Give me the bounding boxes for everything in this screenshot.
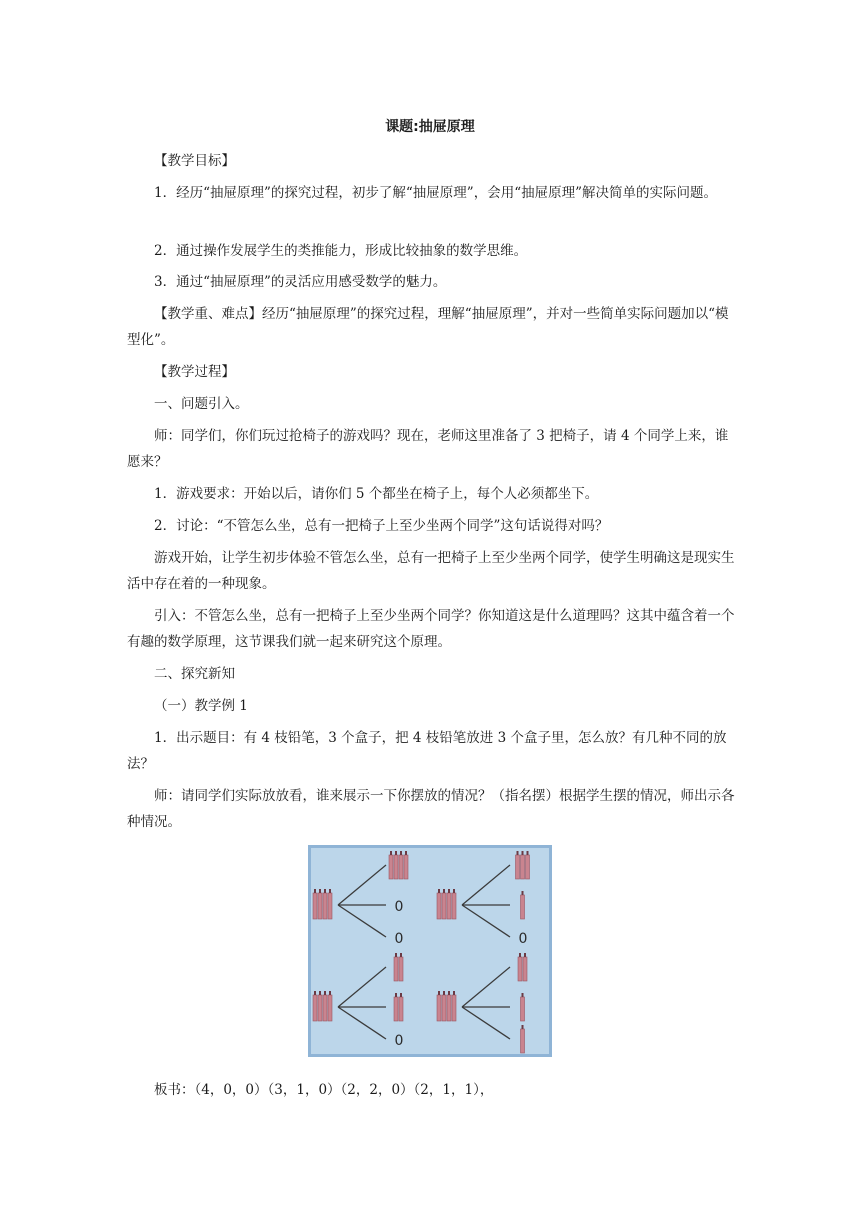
case-3-source-pencil-2 [318,995,322,1021]
case-1-source-pencil-2-tip [319,889,321,893]
case-2-box-1-pencil-3 [526,855,530,879]
part-1-heading: 一、问题引入。 [154,396,249,412]
case-1-box-1-pencil-2-tip [395,851,397,855]
case-2-box-2-pencil-1-tip [522,891,524,895]
case-2-box-1-pencil-2-tip [522,851,524,855]
case-2-box-2-pencil-1 [521,895,525,919]
case-2-box-1-pencil-2 [521,855,525,879]
case-4-source-pencil-1-tip [438,991,440,995]
teacher-instruction: 师：请同学们实际放放看，谁来展示一下你摆放的情况？（指名摆）根据学生摆的情况，师出示各种情况。 [127,788,735,830]
case-1-source-pencil-3 [323,893,327,919]
case-2-box-3-empty: 0 [518,931,528,947]
case-1-box-1-pencil-3-tip [400,851,402,855]
case-2-box-1-pencil-1-tip [517,851,519,855]
case-4-box-1-pencil-2 [523,957,527,981]
case-3-box-2-pencil-1-tip [395,993,397,997]
case-1-source-pencil-2 [318,893,322,919]
case-3-source-pencil-1-tip [314,991,316,995]
board-writing: 板书：（4，0，0）（3，1，0）（2，2，0）（2，1，1）， [154,1082,494,1098]
example-problem: 1．出示题目：有 4 枝铅笔，3 个盒子，把 4 枝铅笔放进 3 个盒子里，怎么放？有几种不同的放法？ [127,730,727,772]
case-4-box-1-pencil-1 [518,957,522,981]
case-1-box-1-pencil-3 [399,855,403,879]
case-1-source-pencil-4-tip [329,889,331,893]
case-2-source-pencil-4 [452,893,456,919]
case-1-box-1-pencil-4-tip [405,851,407,855]
game-start: 游戏开始，让学生初步体验不管怎么坐，总有一把椅子上至少坐两个同学，使学生明确这是现实生活中存在着的一种现象。 [127,550,735,592]
case-1-box-2-empty: 0 [394,899,404,915]
case-3-source-pencil-3 [323,995,327,1021]
case-1-source-pencil-1 [313,893,317,919]
case-1-box-1-pencil-1-tip [390,851,392,855]
case-3-box-2-pencil-1 [394,997,398,1021]
case-4-source-pencil-4 [452,995,456,1021]
case-3-box-3-empty: 0 [394,1033,404,1049]
case-1-source-pencil-3-tip [324,889,326,893]
discussion: 2．讨论：“不管怎么坐，总有一把椅子上至少坐两个同学”这句话说得对吗？ [154,518,609,534]
introduction: 引入：不管怎么坐，总有一把椅子上至少坐两个同学？你知道这是什么道理吗？这其中蕴含着一个有趣的数学原理，这节课我们就一起来研究这个原理。 [127,608,735,650]
case-3-source-pencil-3-tip [324,991,326,995]
game-rule: 1．游戏要求：开始以后，请你们 5 个都坐在椅子上，每个人必须都坐下。 [154,486,599,502]
case-3-box-1-pencil-2-tip [400,953,402,957]
case-4-box-1-pencil-2-tip [524,953,526,957]
case-3-source-pencil-1 [313,995,317,1021]
figure-canvas [308,845,552,1057]
section-heading-objectives: 【教学目标】 [154,153,235,169]
case-3-source-pencil-4 [328,995,332,1021]
objective-1: 1．经历“抽屉原理”的探究过程，初步了解“抽屉原理”，会用“抽屉原理”解决简单的实际问题。 [154,185,717,201]
section-heading-process: 【教学过程】 [154,364,235,380]
case-1-box-3-empty: 0 [394,931,404,947]
teacher-intro: 师：同学们，你们玩过抢椅子的游戏吗？现在，老师这里准备了 3 把椅子，请 4 个同学上来，谁愿来？ [127,428,729,470]
case-4-source-pencil-1 [437,995,441,1021]
pencil-distribution-figure [308,845,552,1057]
case-1-box-1-pencil-4 [404,855,408,879]
case-1-source-pencil-4 [328,893,332,919]
figure-frame [310,847,551,1056]
case-4-box-2-pencil-1-tip [522,993,524,997]
case-2-source-pencil-3 [447,893,451,919]
case-2-source-pencil-2 [442,893,446,919]
case-3-box-2-pencil-2-tip [400,993,402,997]
case-4-box-3-pencil-1 [521,1029,525,1053]
case-4-source-pencil-3 [447,995,451,1021]
case-1-box-1-pencil-2 [394,855,398,879]
case-4-source-pencil-4-tip [453,991,455,995]
key-points: 【教学重、难点】经历“抽屉原理”的探究过程，理解“抽屉原理”，并对一些简单实际问题加以“模型化”。 [127,306,729,348]
case-1-source-pencil-1-tip [314,889,316,893]
case-4-box-3-pencil-1-tip [522,1025,524,1029]
case-4-source-pencil-2-tip [443,991,445,995]
case-3-box-1-pencil-1-tip [395,953,397,957]
case-2-source-pencil-2-tip [443,889,445,893]
example-1-heading: （一）教学例 1 [154,698,248,714]
lesson-title: 课题:抽屉原理 [385,119,475,135]
case-2-source-pencil-1-tip [438,889,440,893]
case-3-box-1-pencil-2 [399,957,403,981]
case-2-box-1-pencil-1 [516,855,520,879]
objective-2: 2．通过操作发展学生的类推能力，形成比较抽象的数学思维。 [154,243,528,259]
case-2-source-pencil-4-tip [453,889,455,893]
case-3-box-1-pencil-1 [394,957,398,981]
case-4-box-1-pencil-1-tip [519,953,521,957]
part-2-heading: 二、探究新知 [154,666,235,682]
case-4-source-pencil-2 [442,995,446,1021]
case-2-source-pencil-1 [437,893,441,919]
case-4-source-pencil-3-tip [448,991,450,995]
case-3-source-pencil-4-tip [329,991,331,995]
case-2-source-pencil-3-tip [448,889,450,893]
case-3-source-pencil-2-tip [319,991,321,995]
case-1-box-1-pencil-1 [389,855,393,879]
case-3-box-2-pencil-2 [399,997,403,1021]
case-2-box-1-pencil-3-tip [527,851,529,855]
case-4-box-2-pencil-1 [521,997,525,1021]
objective-3: 3．通过“抽屉原理”的灵活应用感受数学的魅力。 [154,274,447,290]
